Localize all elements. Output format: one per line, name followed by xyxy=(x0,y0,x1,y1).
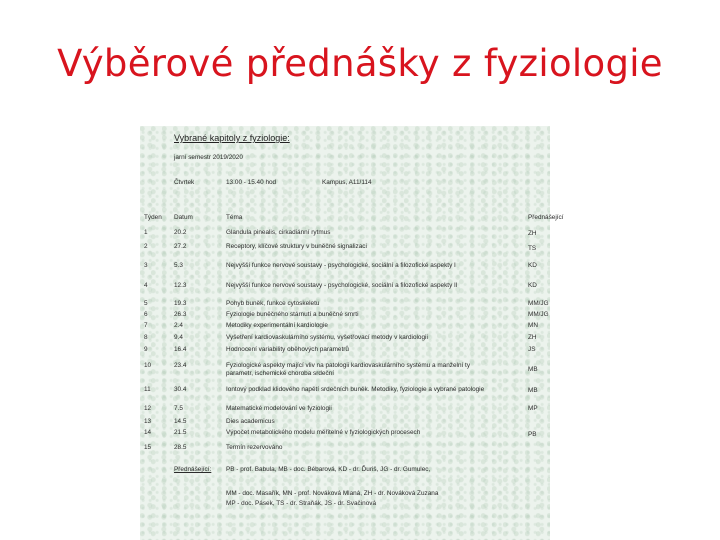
lecturers-label: Přednášející: xyxy=(174,466,212,473)
row-week: 11 xyxy=(144,386,151,393)
row-topic: Termín rezervováno xyxy=(226,444,283,451)
column-date: Datum xyxy=(174,214,193,221)
row-topic: Iontový podklad klidového napětí srdečních buněk. Metodiky, fyziologie a vybrané patologie xyxy=(226,386,485,393)
row-topic: Pohyb buněk, funkce cytoskeletu xyxy=(226,300,320,307)
row-week: 9 xyxy=(144,346,148,353)
row-lecturer: MM/JG xyxy=(528,311,549,318)
row-week: 10 xyxy=(144,362,152,369)
row-week: 13 xyxy=(144,418,152,425)
row-week: 5 xyxy=(144,300,148,307)
lecturers-line: PB - prof. Babula, MB - doc. Bébarová, KD - dr. Ďuriš, JG - dr. Gumulec, xyxy=(226,466,431,473)
sheet-heading: Vybrané kapitoly z fyziologie: xyxy=(174,133,290,143)
slide-title: Výběrové přednášky z fyziologie xyxy=(57,42,663,85)
row-lecturer: KD xyxy=(528,282,537,289)
row-date: 2.4 xyxy=(174,322,183,329)
row-date: 27.2 xyxy=(174,243,187,250)
row-week: 7 xyxy=(144,322,148,329)
semester-text: jarní semestr 2019/2020 xyxy=(174,154,243,161)
row-date: 30.4 xyxy=(174,386,187,393)
row-week: 12 xyxy=(144,405,152,412)
row-topic: Dies academicus xyxy=(226,418,275,425)
lecturers-line: MM - doc. Masařík, MN - prof. Nováková Mlaná, ZH - dr. Nováková Zuzana xyxy=(226,490,439,497)
row-date: 19.3 xyxy=(174,300,187,307)
row-date: 28.5 xyxy=(174,444,187,451)
row-lecturer: TS xyxy=(528,245,537,252)
row-topic: Výpočet metabolického modelu měřitelné v fyziologických procesech xyxy=(226,429,421,436)
row-topic: Vyšetření kardiovaskulárního systému, vyšetřovací metody v kardiologii xyxy=(226,334,428,341)
row-lecturer: KD xyxy=(528,262,537,269)
row-lecturer: MM/JG xyxy=(528,300,549,307)
row-topic: Nejvyšší funkce nervové soustavy - psychologické, sociální a filozofické aspekty I xyxy=(226,262,456,269)
row-date: 5.3 xyxy=(174,262,183,269)
time-text: 13.00 - 15.40 hod xyxy=(226,179,277,186)
row-topic: Fyziologie buněčného stárnutí a buněčné smrti xyxy=(226,311,359,318)
row-week: 2 xyxy=(144,243,148,250)
lecturers-line: MP - doc. Pásek, TS - dr. Straňák, JS - dr. Svačinová xyxy=(226,500,377,507)
row-date: 7.5 xyxy=(174,405,183,412)
column-lecturer: Přednášející xyxy=(528,214,564,221)
row-date: 26.3 xyxy=(174,311,187,318)
column-week: Týden xyxy=(144,214,162,221)
row-lecturer: ZH xyxy=(528,230,537,237)
row-topic: Matematické modelování ve fyziologii xyxy=(226,405,332,412)
row-date: 16.4 xyxy=(174,346,187,353)
row-week: 4 xyxy=(144,282,148,289)
row-date: 9.4 xyxy=(174,334,183,341)
row-week: 15 xyxy=(144,444,152,451)
room-text: Kampus, A11/114 xyxy=(322,179,372,186)
row-lecturer: PB xyxy=(528,431,537,438)
row-week: 8 xyxy=(144,334,148,341)
row-topic: Hodnocení variability oběhových parametrů xyxy=(226,346,349,353)
row-topic: Glandula pinealis, cirkadiánní rytmus xyxy=(226,229,331,236)
row-date: 14.5 xyxy=(174,418,187,425)
row-date: 21.5 xyxy=(174,429,187,436)
row-lecturer: MB xyxy=(528,366,538,373)
row-week: 6 xyxy=(144,311,148,318)
row-date: 12.3 xyxy=(174,282,187,289)
row-week: 3 xyxy=(144,262,148,269)
row-topic: Fyziologické aspekty mající vliv na patologii kardiovaskulárního systému a manželní ty parametr, ischemické choroba srdeční xyxy=(226,362,471,377)
row-lecturer: MB xyxy=(528,387,538,394)
row-lecturer: ZH xyxy=(528,334,537,341)
schedule-sheet xyxy=(140,126,564,540)
column-topic: Téma xyxy=(226,214,243,221)
row-topic: Receptory, klíčové struktury v buněčné signalizaci xyxy=(226,243,367,250)
row-lecturer: JS xyxy=(528,346,536,353)
row-week: 1 xyxy=(144,229,148,236)
row-topic: Metodiky experimentální kardiologie xyxy=(226,322,328,329)
row-lecturer: MN xyxy=(528,322,538,329)
row-date: 20.2 xyxy=(174,229,187,236)
day-text: Čtvrtek xyxy=(174,179,195,186)
row-date: 23.4 xyxy=(174,362,187,369)
row-topic: Nejvyšší funkce nervové soustavy - psychologické, sociální a filozofické aspekty II xyxy=(226,282,458,289)
row-week: 14 xyxy=(144,429,152,436)
row-lecturer: MP xyxy=(528,405,538,412)
